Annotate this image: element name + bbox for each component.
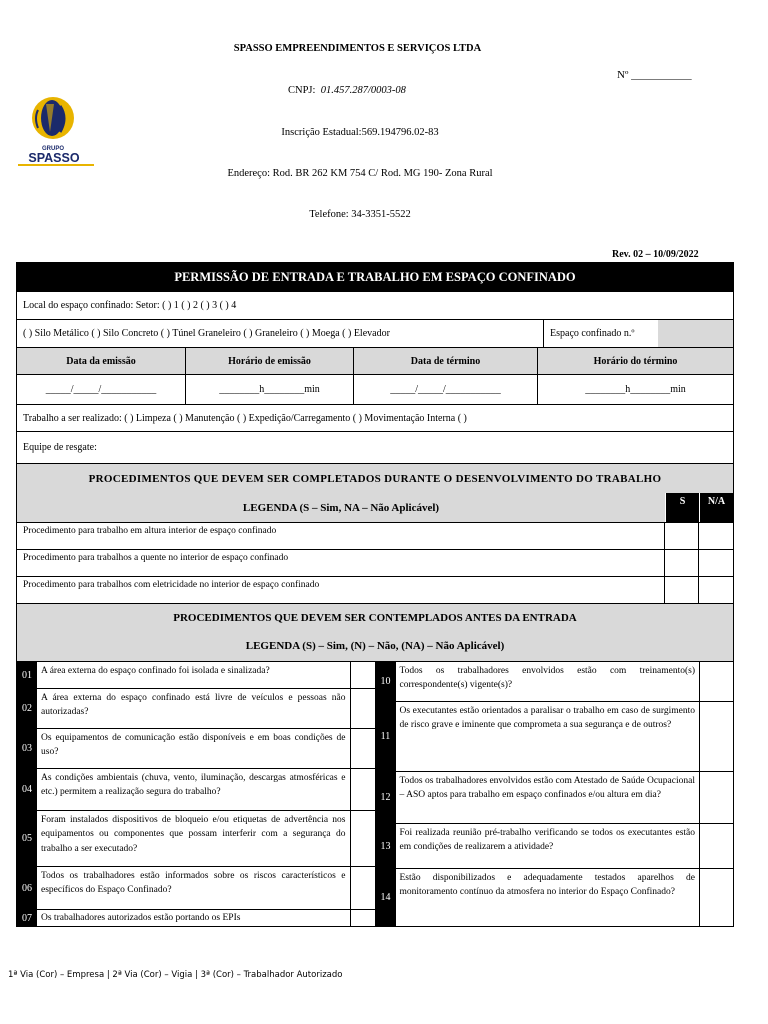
item-answer-box[interactable] (351, 729, 375, 768)
item-answer-box[interactable] (351, 811, 375, 866)
espaco-n-label: Espaço confinado n.º (550, 328, 635, 339)
company-logo (16, 94, 96, 168)
horario-termino-field[interactable]: ________h________min (585, 384, 686, 395)
procedure-na-box[interactable] (699, 577, 733, 603)
item-answer-box[interactable] (351, 662, 375, 688)
section2-title: PROCEDIMENTOS QUE DEVEM SER CONTEMPLADOS ANTES DA ENTRADA (173, 611, 577, 624)
procedure-label: Procedimento para trabalhos com eletricidade no interior de espaço confinado (17, 577, 665, 603)
item-question: Foi realizada reunião pré-trabalho verificando se todos os executantes estão em condições de realizarem a atividade? (396, 824, 701, 868)
item-answer-box[interactable] (700, 662, 733, 701)
item-answer-box[interactable] (351, 867, 375, 909)
checklist-item (376, 702, 734, 772)
permit-form (16, 262, 734, 927)
procedure-row (17, 550, 733, 577)
item-number: 04 (17, 769, 37, 810)
document-number: Nº ___________ (617, 69, 692, 81)
checklist-item (17, 729, 375, 769)
procedure-row (17, 523, 733, 550)
checklist-item (376, 824, 734, 869)
item-number: 13 (376, 824, 396, 868)
trabalho-field[interactable]: Trabalho a ser realizado: ( ) Limpeza ( ) Manutenção ( ) Expedição/Carregamento ( ) Movimentação Interna ( ) (23, 412, 467, 424)
item-number: 10 (376, 662, 396, 701)
tipo-options[interactable]: ( ) Silo Metálico ( ) Silo Concreto ( ) Túnel Graneleiro ( ) Graneleiro ( ) Moega ( ) Elevador (17, 320, 544, 347)
logo-name: SPASSO (28, 151, 80, 165)
item-question: A área externa do espaço confinado foi isolada e sinalizada? (37, 662, 351, 688)
local-field[interactable]: Local do espaço confinado: Setor: ( ) 1 ( ) 2 ( ) 3 ( ) 4 (23, 300, 237, 311)
telefone: Telefone: 34-3351-5522 (309, 209, 411, 220)
endereco: Endereço: Rod. BR 262 KM 754 C/ Rod. MG 190- Zona Rural (227, 168, 493, 179)
equipe-resgate-field[interactable]: Equipe de resgate: (23, 442, 97, 453)
item-number: 01 (17, 662, 37, 688)
checklist-item (17, 867, 375, 910)
checklist-item (17, 662, 375, 689)
item-question: A área externa do espaço confinado está livre de veículos e pessoas não autorizadas? (37, 689, 351, 728)
item-question: Os trabalhadores autorizados estão portando os EPIs (37, 910, 351, 926)
checklist-item (376, 772, 734, 824)
item-question: Foram instalados dispositivos de bloqueio e/ou etiquetas de advertência nos equipamentos ou componentes que possam interferir com a segurança do trabalho a ser executado? (37, 811, 351, 866)
section1-header (17, 464, 733, 523)
checklist-item (376, 662, 734, 702)
header-horario-emissao: Horário de emissão (186, 348, 354, 374)
cnpj-label: CNPJ: (288, 85, 316, 96)
company-name: SPASSO EMPREENDIMENTOS E SERVIÇOS LTDA (233, 43, 482, 54)
checklist-item (17, 689, 375, 729)
horario-emissao-field[interactable]: ________h________min (186, 375, 354, 404)
item-number: 12 (376, 772, 396, 823)
item-answer-box[interactable] (351, 689, 375, 728)
footer-copies: 1ª Via (Cor) – Empresa | 2ª Via (Cor) – Vigia | 3ª (Cor) – Trabalhador Autorizado (8, 970, 343, 980)
section2-legend: LEGENDA (S) – Sim, (N) – Não, (NA) – Não Aplicável) (245, 640, 505, 652)
item-number: 02 (17, 689, 37, 728)
item-number: 03 (17, 729, 37, 768)
item-question: Os equipamentos de comunicação estão disponíveis e em boas condições de uso? (37, 729, 351, 768)
procedure-s-box[interactable] (665, 523, 699, 549)
section1-title: PROCEDIMENTOS QUE DEVEM SER COMPLETADOS DURANTE O DESENVOLVIMENTO DO TRABALHO (88, 472, 662, 485)
checklist-item (17, 811, 375, 867)
item-answer-box[interactable] (700, 702, 733, 771)
procedure-label: Procedimento para trabalho em altura interior de espaço confinado (17, 523, 665, 549)
item-answer-box[interactable] (351, 769, 375, 810)
inscricao-estadual: Inscrição Estadual:569.194796.02-83 (281, 127, 439, 138)
data-emissao-field[interactable]: _____/_____/___________ (17, 375, 186, 404)
checklist-item (17, 910, 375, 926)
checklist-left-column (17, 662, 376, 926)
espaco-n-field[interactable] (658, 320, 733, 347)
item-question: Todos os trabalhadores estão informados sobre os riscos característicos e específicos do Espaço Confinado? (37, 867, 351, 909)
header-data-termino: Data de término (354, 348, 538, 374)
item-question: Os executantes estão orientados a paralisar o trabalho em caso de surgimento de risco grave e iminente que comprometa a sua segurança e de outros? (396, 702, 701, 771)
section1-col-s: S (665, 493, 699, 522)
procedure-label: Procedimento para trabalhos a quente no interior de espaço confinado (17, 550, 665, 576)
form-title: PERMISSÃO DE ENTRADA E TRABALHO EM ESPAÇO CONFINADO (17, 263, 733, 292)
logo-top-text: GRUPO (41, 146, 65, 152)
item-question: Todos os trabalhadores envolvidos estão com treinamento(s) correspondente(s) vigente(s)? (396, 662, 701, 701)
item-question: Todos os trabalhadores envolvidos estão com Atestado de Saúde Ocupacional – ASO aptos para trabalho em espaço confinados e/ou altura em dia? (396, 772, 701, 823)
header-horario-termino: Horário do término (593, 355, 678, 367)
item-number: 06 (17, 867, 37, 909)
procedure-na-box[interactable] (699, 550, 733, 576)
data-termino-field[interactable]: _____/_____/___________ (354, 375, 538, 404)
item-answer-box[interactable] (700, 824, 733, 868)
section2-header (17, 604, 733, 662)
checklist-right-column (376, 662, 734, 926)
procedure-row (17, 577, 733, 604)
section1-legend: LEGENDA (S – Sim, NA – Não Aplicável) (17, 493, 665, 522)
item-answer-box[interactable] (700, 772, 733, 823)
item-number: 05 (17, 811, 37, 866)
item-number: 11 (376, 702, 396, 771)
section1-col-na: N/A (699, 493, 733, 522)
item-number: 14 (376, 869, 396, 926)
item-answer-box[interactable] (700, 869, 733, 926)
checklist-grid (17, 662, 733, 926)
procedure-na-box[interactable] (699, 523, 733, 549)
checklist-item (376, 869, 734, 926)
checklist-item (17, 769, 375, 811)
header-data-emissao: Data da emissão (17, 348, 186, 374)
item-answer-box[interactable] (351, 910, 375, 926)
item-question: As condições ambientais (chuva, vento, iluminação, descargas atmosféricas e etc.) permitem a realização segura do trabalho? (37, 769, 351, 810)
cnpj-value: 01.457.287/0003-08 (320, 85, 406, 96)
revision: Rev. 02 – 10/09/2022 (612, 249, 699, 260)
item-question: Estão disponibilizados e adequadamente testados aparelhos de monitoramento contínuo da atmosfera no interior do Espaço Confinado? (396, 869, 701, 926)
item-number: 07 (17, 910, 37, 926)
cnpj-line (288, 85, 406, 96)
procedure-s-box[interactable] (665, 577, 699, 603)
procedure-s-box[interactable] (665, 550, 699, 576)
